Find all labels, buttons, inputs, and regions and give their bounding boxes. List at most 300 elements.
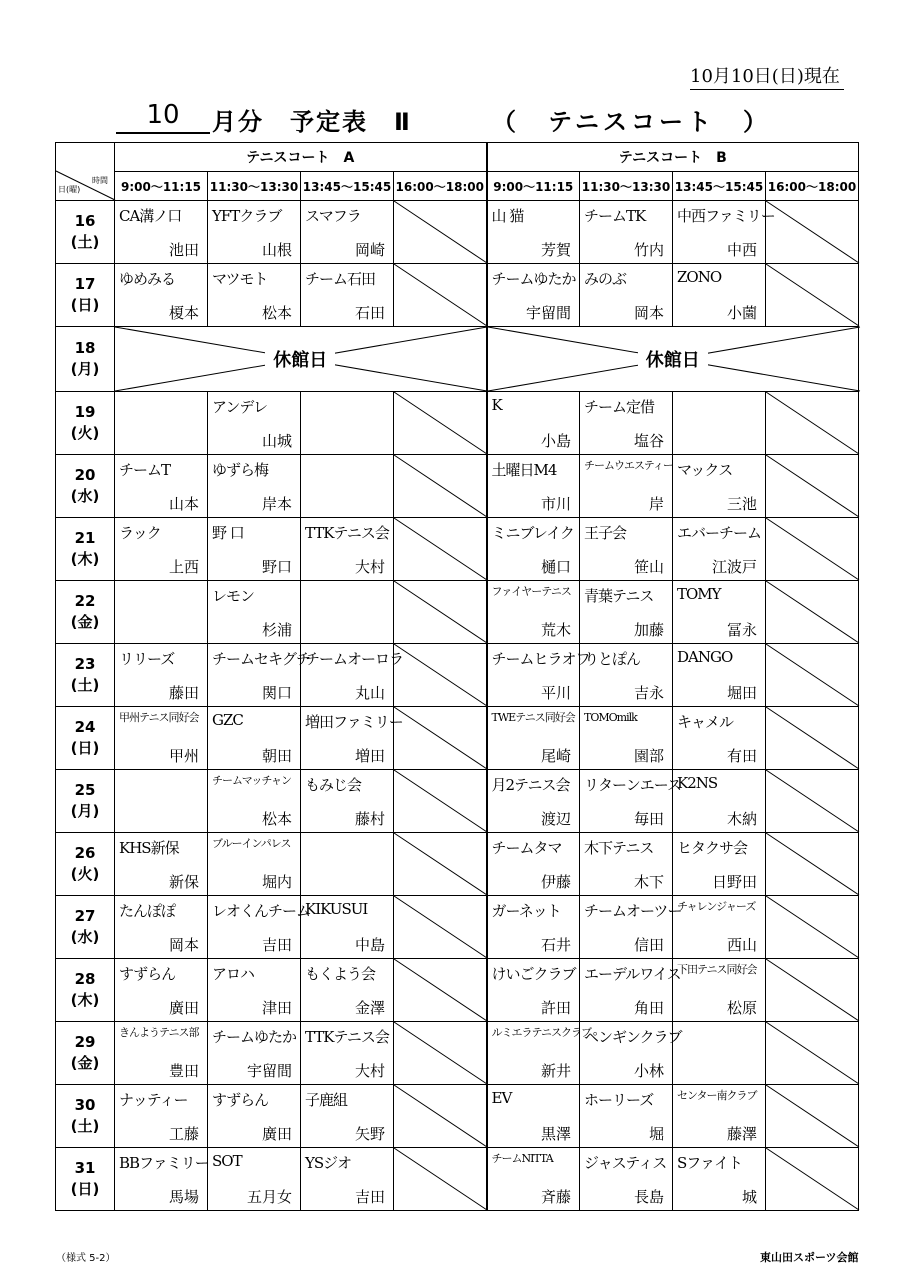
day-of-week: (金)	[70, 613, 100, 631]
representative-name: 廣田	[168, 999, 199, 1017]
team-name: Sファイト	[677, 1154, 742, 1172]
representative-name: 伊藤	[540, 873, 571, 891]
day-number: 31	[74, 1159, 96, 1177]
unavailable-slash	[766, 581, 859, 643]
representative-name: 藤澤	[726, 1125, 757, 1143]
reservation-slot	[673, 1085, 766, 1148]
team-name: ガーネット	[491, 902, 561, 920]
representative-name: 金澤	[354, 999, 385, 1017]
team-name: すずらん	[119, 965, 176, 983]
time-slot-header: 11:30～13:30	[208, 172, 301, 201]
representative-name: 榎本	[168, 304, 199, 322]
team-name: チームNITTA	[491, 1152, 553, 1165]
unavailable-slot	[766, 1022, 859, 1085]
unavailable-slot	[394, 1148, 487, 1211]
representative-name: 西山	[726, 936, 757, 954]
representative-name: 日野田	[711, 873, 757, 891]
team-name: YFTクラブ	[212, 207, 282, 225]
reservation-slot	[208, 959, 301, 1022]
day-cell	[56, 581, 115, 644]
schedule-row	[56, 201, 859, 264]
team-name: チームTK	[584, 207, 646, 225]
reservation-slot	[673, 896, 766, 959]
unavailable-slash	[766, 770, 859, 832]
team-name: ペンギンクラブ	[584, 1028, 682, 1046]
day-of-week: (日)	[70, 1180, 100, 1198]
reservation-slot	[301, 770, 394, 833]
schedule-row	[56, 833, 859, 896]
unavailable-slot	[766, 959, 859, 1022]
reservation-slot	[580, 707, 673, 770]
reservation-slot	[487, 201, 580, 264]
day-cell	[56, 518, 115, 581]
representative-name: 松本	[261, 810, 292, 828]
reservation-slot	[673, 833, 766, 896]
schedule-row	[56, 707, 859, 770]
representative-name: 有田	[726, 747, 757, 765]
unavailable-slot	[766, 581, 859, 644]
team-name: ナッティー	[119, 1091, 188, 1109]
team-name: ホーリーズ	[584, 1091, 654, 1109]
unavailable-slash	[766, 518, 859, 580]
team-name: チャレンジャーズ	[677, 900, 756, 913]
schedule-row	[56, 327, 859, 392]
unavailable-slash	[394, 833, 487, 895]
team-name: 王子会	[584, 524, 627, 542]
as-of-date: 10月10日(日)現在	[690, 62, 844, 90]
team-name: エーデルワイス	[584, 965, 681, 983]
schedule-row	[56, 581, 859, 644]
day-of-week: (月)	[70, 360, 100, 378]
representative-name: 津田	[261, 999, 292, 1017]
reservation-slot	[487, 644, 590, 707]
representative-name: 増田	[354, 747, 385, 765]
representative-name: 園部	[633, 747, 664, 765]
reservation-slot	[115, 264, 208, 327]
team-name: マツモト	[212, 270, 268, 288]
representative-name: 宇留間	[525, 304, 571, 322]
schedule-row	[56, 264, 859, 327]
representative-name: 山本	[168, 495, 199, 513]
representative-name: 樋口	[540, 558, 571, 576]
day-cell	[56, 707, 115, 770]
team-name: アンデレ	[212, 398, 268, 416]
team-name: きんようテニス部	[119, 1026, 199, 1039]
unavailable-slash	[394, 707, 487, 769]
team-name: ブルーインパレス	[212, 837, 291, 850]
representative-name: 渡辺	[540, 810, 571, 828]
representative-name: 堀田	[726, 684, 757, 702]
unavailable-slot	[394, 959, 487, 1022]
reservation-slot	[673, 264, 766, 327]
unavailable-slash	[766, 707, 859, 769]
day-number: 30	[74, 1096, 96, 1114]
team-name: エバーチーム	[677, 524, 762, 542]
unavailable-slot	[394, 896, 487, 959]
team-name: リリーズ	[119, 650, 175, 668]
facility-name: 東山田スポーツ会館	[760, 1251, 859, 1264]
team-name: TTKテニス会	[305, 524, 389, 542]
representative-name: 大村	[354, 558, 385, 576]
day-cell	[56, 455, 115, 518]
reservation-slot	[301, 1148, 394, 1211]
day-number: 28	[74, 970, 96, 988]
team-name: GZC	[212, 711, 243, 729]
reservation-slot	[301, 833, 394, 896]
representative-name: 豊田	[168, 1062, 199, 1080]
reservation-slot	[487, 770, 580, 833]
unavailable-slash	[766, 1022, 859, 1084]
representative-name: 小島	[540, 432, 571, 450]
team-name: ラック	[119, 524, 161, 542]
representative-name: 三池	[726, 495, 757, 513]
team-name: チームマッチャン	[212, 774, 292, 787]
schedule-row	[56, 770, 859, 833]
team-name: リターンエース	[584, 776, 681, 794]
reservation-slot	[208, 707, 301, 770]
reservation-slot	[208, 201, 301, 264]
team-name: 甲州テニス同好会	[119, 711, 199, 724]
unavailable-slash	[766, 644, 859, 706]
unavailable-slash	[394, 455, 487, 517]
reservation-slot	[580, 581, 673, 644]
unavailable-slot	[394, 455, 487, 518]
reservation-slot	[580, 1148, 673, 1211]
reservation-slot	[208, 392, 301, 455]
day-cell	[56, 959, 115, 1022]
time-slot-header: 16:00～18:00	[394, 172, 487, 201]
representative-name: 関口	[261, 684, 292, 702]
reservation-slot	[673, 455, 766, 518]
title-text: 月分 予定表 Ⅱ	[212, 108, 412, 136]
unavailable-slot	[394, 581, 487, 644]
day-number: 18	[74, 339, 96, 357]
team-name: K	[491, 396, 502, 414]
day-cell	[56, 896, 115, 959]
reservation-slot	[208, 264, 301, 327]
team-name: チームゆたか	[212, 1028, 297, 1046]
representative-name: 木納	[726, 810, 757, 828]
day-number: 26	[74, 844, 96, 862]
day-number: 19	[74, 403, 96, 421]
unavailable-slash	[394, 770, 487, 832]
day-cell	[56, 833, 115, 896]
team-name: けいごクラブ	[491, 965, 576, 983]
team-name: ルミエラテニスクラブ	[491, 1026, 592, 1039]
representative-name: 新井	[540, 1062, 571, 1080]
team-name: ファイヤーテニス	[491, 585, 571, 598]
reservation-slot	[115, 455, 208, 518]
unavailable-slash	[766, 1148, 859, 1210]
day-number: 27	[74, 907, 96, 925]
day-of-week: (土)	[70, 676, 100, 694]
corner-day-label: 日(曜)	[58, 185, 81, 194]
unavailable-slash	[394, 201, 487, 263]
day-of-week: (水)	[70, 487, 100, 505]
representative-name: 平川	[540, 684, 571, 702]
unavailable-slot	[766, 1148, 859, 1211]
day-of-week: (火)	[70, 424, 100, 442]
team-name: ミニブレイク	[491, 524, 574, 542]
reservation-slot	[115, 896, 208, 959]
reservation-slot	[580, 896, 682, 959]
representative-name: 廣田	[261, 1125, 292, 1143]
reservation-slot	[301, 707, 403, 770]
representative-name: 木下	[633, 873, 664, 891]
representative-name: 吉永	[633, 684, 664, 702]
team-name: TTKテニス会	[305, 1028, 389, 1046]
team-name: K2NS	[677, 774, 718, 792]
reservation-slot	[208, 581, 301, 644]
closed-label: 休館日	[265, 346, 335, 372]
unavailable-slot	[766, 201, 859, 264]
team-name: スマフラ	[305, 207, 361, 225]
day-cell	[56, 1085, 115, 1148]
schedule-row	[56, 1148, 859, 1211]
unavailable-slash	[394, 518, 487, 580]
representative-name: 竹内	[633, 241, 664, 259]
representative-name: 工藤	[168, 1125, 199, 1143]
representative-name: 石田	[354, 304, 385, 322]
closed-day-cell	[115, 327, 487, 392]
representative-name: 許田	[540, 999, 571, 1017]
team-name: EV	[491, 1089, 512, 1107]
day-number: 21	[74, 529, 96, 547]
team-name: TWEテニス同好会	[491, 711, 575, 724]
reservation-slot	[580, 644, 673, 707]
day-number: 17	[74, 275, 96, 293]
representative-name: 甲州	[168, 747, 199, 765]
unavailable-slot	[394, 518, 487, 581]
unavailable-slash	[394, 264, 487, 326]
team-name: ゆめみる	[119, 270, 176, 288]
reservation-slot	[208, 455, 301, 518]
team-name: CA溝ノ口	[119, 207, 182, 225]
reservation-slot	[208, 1148, 301, 1211]
reservation-slot	[301, 959, 394, 1022]
time-slot-header: 16:00～18:00	[766, 172, 859, 201]
schedule-row	[56, 518, 859, 581]
representative-name: 小薗	[726, 304, 757, 322]
reservation-slot	[580, 392, 673, 455]
unavailable-slot	[394, 833, 487, 896]
unavailable-slot	[766, 455, 859, 518]
team-name: ヒタクサ会	[677, 839, 748, 857]
unavailable-slash	[394, 1085, 487, 1147]
team-name: チームオーロラ	[305, 650, 404, 668]
reservation-slot	[673, 1022, 766, 1085]
representative-name: 野口	[261, 558, 292, 576]
team-name: レオくんチーム	[212, 902, 311, 920]
unavailable-slash	[766, 1085, 859, 1147]
unavailable-slash	[766, 455, 859, 517]
day-of-week: (火)	[70, 865, 100, 883]
team-name: YSジオ	[305, 1154, 352, 1172]
team-name: もみじ会	[305, 776, 362, 794]
day-of-week: (木)	[70, 991, 100, 1009]
closed-day-cell	[487, 327, 859, 392]
reservation-slot	[487, 1148, 580, 1211]
representative-name: 山城	[261, 432, 292, 450]
representative-name: 吉田	[354, 1188, 385, 1206]
day-number: 24	[74, 718, 96, 736]
reservation-slot	[580, 455, 673, 518]
time-slot-header: 13:45～15:45	[301, 172, 394, 201]
team-name: マックス	[677, 461, 733, 479]
day-cell	[56, 770, 115, 833]
team-name: チームヒラオワ	[491, 650, 590, 668]
team-name: チーム定借	[584, 398, 655, 416]
representative-name: 長島	[633, 1188, 664, 1206]
reservation-slot	[115, 1085, 208, 1148]
team-name: チームゆたか	[491, 270, 576, 288]
reservation-slot	[301, 264, 394, 327]
day-cell	[56, 644, 115, 707]
day-cell	[56, 201, 115, 264]
time-slot-header: 9:00～11:15	[115, 172, 208, 201]
team-name: 木下テニス	[584, 839, 654, 857]
unavailable-slash	[766, 264, 859, 326]
schedule-table	[55, 142, 859, 1211]
day-of-week: (金)	[70, 1054, 100, 1072]
team-name: 土曜日M4	[491, 461, 557, 479]
representative-name: 中島	[354, 936, 385, 954]
team-name: すずらん	[212, 1091, 269, 1109]
reservation-slot	[580, 1085, 673, 1148]
representative-name: 荒木	[540, 621, 571, 639]
unavailable-slot	[394, 644, 487, 707]
unavailable-slash	[394, 392, 487, 454]
form-number: （様式 5-2）	[56, 1253, 116, 1264]
schedule-row	[56, 455, 859, 518]
corner-time-label: 時間	[92, 176, 108, 185]
representative-name: 吉田	[261, 936, 292, 954]
unavailable-slash	[766, 392, 859, 454]
unavailable-slot	[394, 770, 487, 833]
closed-label: 休館日	[638, 346, 708, 372]
reservation-slot	[487, 896, 580, 959]
team-name: チームウエスティー	[584, 459, 673, 472]
representative-name: 岡崎	[354, 241, 385, 259]
reservation-slot	[487, 833, 580, 896]
time-slot-header: 11:30～13:30	[580, 172, 673, 201]
team-name: DANGO	[677, 648, 733, 666]
representative-name: 堀内	[261, 873, 292, 891]
team-name: チームオーツー	[584, 902, 682, 920]
reservation-slot	[208, 770, 301, 833]
reservation-slot	[301, 392, 394, 455]
reservation-slot	[487, 1085, 580, 1148]
team-name: KHS新保	[119, 839, 179, 857]
reservation-slot	[115, 707, 208, 770]
time-slot-header: 13:45～15:45	[673, 172, 766, 201]
unavailable-slash	[394, 959, 487, 1021]
representative-name: 岸本	[261, 495, 292, 513]
representative-name: 岸	[648, 495, 664, 513]
day-of-week: (月)	[70, 802, 100, 820]
reservation-slot	[115, 644, 208, 707]
day-of-week: (木)	[70, 550, 100, 568]
team-name: レモン	[212, 587, 255, 605]
representative-name: 市川	[540, 495, 571, 513]
reservation-slot	[301, 518, 394, 581]
representative-name: 笹山	[633, 558, 664, 576]
representative-name: 小林	[633, 1062, 664, 1080]
representative-name: 岡本	[168, 936, 199, 954]
reservation-slot	[580, 518, 673, 581]
representative-name: 堀	[648, 1125, 664, 1143]
reservation-slot	[208, 833, 301, 896]
representative-name: 石井	[540, 936, 571, 954]
unavailable-slash	[766, 896, 859, 958]
reservation-slot	[673, 644, 766, 707]
reservation-slot	[673, 959, 766, 1022]
team-name: TOMY	[677, 585, 721, 603]
reservation-slot	[580, 264, 673, 327]
unavailable-slash	[394, 1022, 487, 1084]
unavailable-slot	[766, 264, 859, 327]
reservation-slot	[301, 201, 394, 264]
team-name: 山 猫	[491, 207, 524, 225]
representative-name: 冨永	[726, 621, 757, 639]
schedule-row	[56, 1022, 859, 1085]
schedule-row	[56, 896, 859, 959]
representative-name: 尾崎	[540, 747, 571, 765]
schedule-row	[56, 1085, 859, 1148]
team-name: 中西ファミリー	[677, 207, 775, 225]
team-name: チーム石田	[305, 270, 376, 288]
reservation-slot	[487, 959, 580, 1022]
representative-name: 毎田	[633, 810, 664, 828]
reservation-slot	[115, 518, 208, 581]
time-slot-header: 9:00～11:15	[487, 172, 580, 201]
representative-name: 松原	[726, 999, 757, 1017]
reservation-slot	[673, 581, 766, 644]
reservation-slot	[115, 201, 208, 264]
page-title	[0, 100, 905, 136]
day-number: 23	[74, 655, 96, 673]
team-name: 増田ファミリー	[305, 713, 403, 731]
representative-name: 加藤	[633, 621, 664, 639]
team-name: ゆずら梅	[212, 461, 269, 479]
unavailable-slot	[766, 707, 859, 770]
representative-name: 丸山	[354, 684, 385, 702]
unavailable-slot	[394, 201, 487, 264]
representative-name: 藤村	[354, 810, 385, 828]
representative-name: 斉藤	[540, 1188, 571, 1206]
unavailable-slot	[394, 1022, 487, 1085]
reservation-slot	[580, 1022, 682, 1085]
team-name: 下田テニス同好会	[677, 963, 757, 976]
unavailable-slash	[394, 1148, 487, 1210]
court-b-header: テニスコート B	[487, 143, 859, 172]
unavailable-slot	[766, 1085, 859, 1148]
unavailable-slash	[394, 644, 487, 706]
unavailable-slot	[766, 392, 859, 455]
reservation-slot	[115, 1148, 208, 1211]
representative-name: 黒澤	[540, 1125, 571, 1143]
reservation-slot	[208, 896, 311, 959]
day-number: 25	[74, 781, 96, 799]
team-name: りとぽん	[584, 650, 641, 668]
unavailable-slot	[394, 1085, 487, 1148]
court-a-header: テニスコート A	[115, 143, 487, 172]
reservation-slot	[301, 1022, 394, 1085]
unavailable-slash	[394, 581, 487, 643]
reservation-slot	[487, 455, 580, 518]
team-name: KIKUSUI	[305, 900, 368, 918]
day-number: 29	[74, 1033, 96, 1051]
